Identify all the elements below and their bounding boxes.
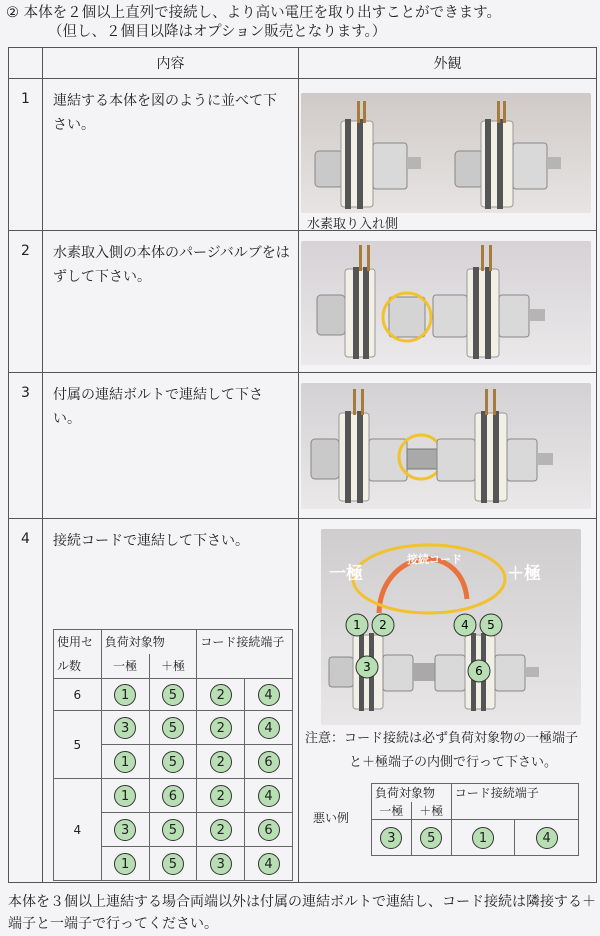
terminal-circle: 2	[210, 819, 232, 841]
terminal-circle: 5	[162, 819, 184, 841]
header-load: 負荷対象物	[101, 630, 197, 655]
terminal-circle: 5	[162, 684, 184, 706]
cell-count: 4	[54, 779, 102, 881]
bad-header-blank	[451, 802, 578, 820]
step-text: 連結する本体を図のように並べて下さい。	[43, 79, 299, 231]
plus-pole-label: ＋極	[507, 564, 541, 584]
photo-connecting-bolt	[301, 383, 591, 509]
footer-note: 本体を３個以上連結する場合両端以外は付属の連結ボルトで連結し、コード接続は隣接する＋端子と一端子で行ってください。	[8, 894, 596, 932]
step-photo	[299, 519, 597, 883]
bad-header-cord: コード接続端子	[451, 784, 578, 802]
intro-line-2: （但し、２個目以降はオプション販売となります。）	[48, 24, 387, 40]
terminal-circle: 5	[162, 751, 184, 773]
col-number	[9, 48, 43, 79]
photo-purge-valve	[301, 241, 591, 365]
terminal-circle: 2	[210, 785, 232, 807]
intro-line-1: ② 本体を２個以上直列で接続し、より高い電圧を取り出すことができます。	[6, 5, 501, 21]
photo-caption: 水素取り入れ側	[307, 217, 399, 232]
col-content-header: 内容	[43, 48, 299, 79]
step-text: 接続コードで連結して下さい。	[53, 533, 249, 549]
minus-pole-label: 一極	[329, 564, 363, 584]
terminal-circle: 4	[258, 684, 280, 706]
header-cord-blank	[197, 654, 293, 679]
terminal-circle: 6	[162, 785, 184, 807]
col-view-header: 外観	[299, 48, 597, 79]
terminal-circle: 2	[379, 618, 387, 632]
terminal-circle: 3	[380, 827, 402, 849]
intro	[6, 4, 596, 42]
terminal-circle: 1	[114, 785, 136, 807]
terminal-circle: 6	[258, 751, 280, 773]
terminal-circle: 1	[353, 618, 361, 632]
terminal-circle: 2	[210, 751, 232, 773]
caution-line-1: 注意：コード接続は必ず負荷対象物の一極端子	[305, 731, 579, 746]
step-text: 付属の連結ボルトで連結して下さい。	[43, 373, 299, 519]
terminal-circle: 6	[475, 664, 483, 678]
caution-note	[305, 727, 595, 775]
terminal-circle: 2	[210, 684, 232, 706]
step-text-cell	[43, 519, 299, 883]
step-number: 4	[9, 519, 43, 883]
terminal-circle: 3	[114, 819, 136, 841]
photo-connecting-cord	[321, 529, 581, 725]
terminal-circle: 4	[258, 717, 280, 739]
bad-header-load: 負荷対象物	[372, 784, 452, 802]
terminal-circle: 1	[114, 853, 136, 875]
terminal-circle: 3	[363, 660, 371, 674]
terminal-circle: 6	[258, 819, 280, 841]
step-photo	[299, 231, 597, 373]
terminal-circle: 1	[472, 827, 494, 849]
terminal-circle: 1	[114, 684, 136, 706]
terminal-circle: 2	[210, 717, 232, 739]
bad-header-minus: 一極	[372, 802, 412, 820]
step-text: 水素取入側の本体のパージバルブをはずして下さい。	[43, 231, 299, 373]
step-number: 2	[9, 231, 43, 373]
step-number: 3	[9, 373, 43, 519]
header-plus: ＋極	[149, 654, 197, 679]
terminal-circle: 5	[162, 717, 184, 739]
caution-line-2: と＋極端子の内側で行って下さい。	[349, 755, 558, 770]
header-cord: コード接続端子	[197, 630, 293, 655]
photo-cells-aligned	[301, 93, 591, 213]
bad-example-label: 悪い例	[313, 811, 350, 825]
terminal-circle: 5	[420, 827, 442, 849]
terminal-circle: 4	[258, 853, 280, 875]
step-number: 1	[9, 79, 43, 231]
header-minus: 一極	[101, 654, 149, 679]
cell-count: 5	[54, 711, 102, 779]
bad-example-table	[371, 783, 579, 856]
step-photo	[299, 373, 597, 519]
terminal-circle: 4	[258, 785, 280, 807]
cord-label: 接続コード	[407, 553, 462, 566]
terminal-circle: 5	[487, 618, 495, 632]
step-photo	[299, 79, 597, 231]
terminal-circle: 5	[162, 853, 184, 875]
procedure-table	[8, 47, 597, 883]
terminal-circle: 3	[210, 853, 232, 875]
terminal-circle: 4	[461, 618, 469, 632]
header-cells: 使用セル数	[54, 630, 102, 679]
cell-count: 6	[54, 679, 102, 711]
usage-table	[53, 629, 293, 881]
bad-header-plus: ＋極	[411, 802, 451, 820]
terminal-circle: 3	[114, 717, 136, 739]
terminal-circle: 4	[536, 827, 558, 849]
terminal-circle: 1	[114, 751, 136, 773]
